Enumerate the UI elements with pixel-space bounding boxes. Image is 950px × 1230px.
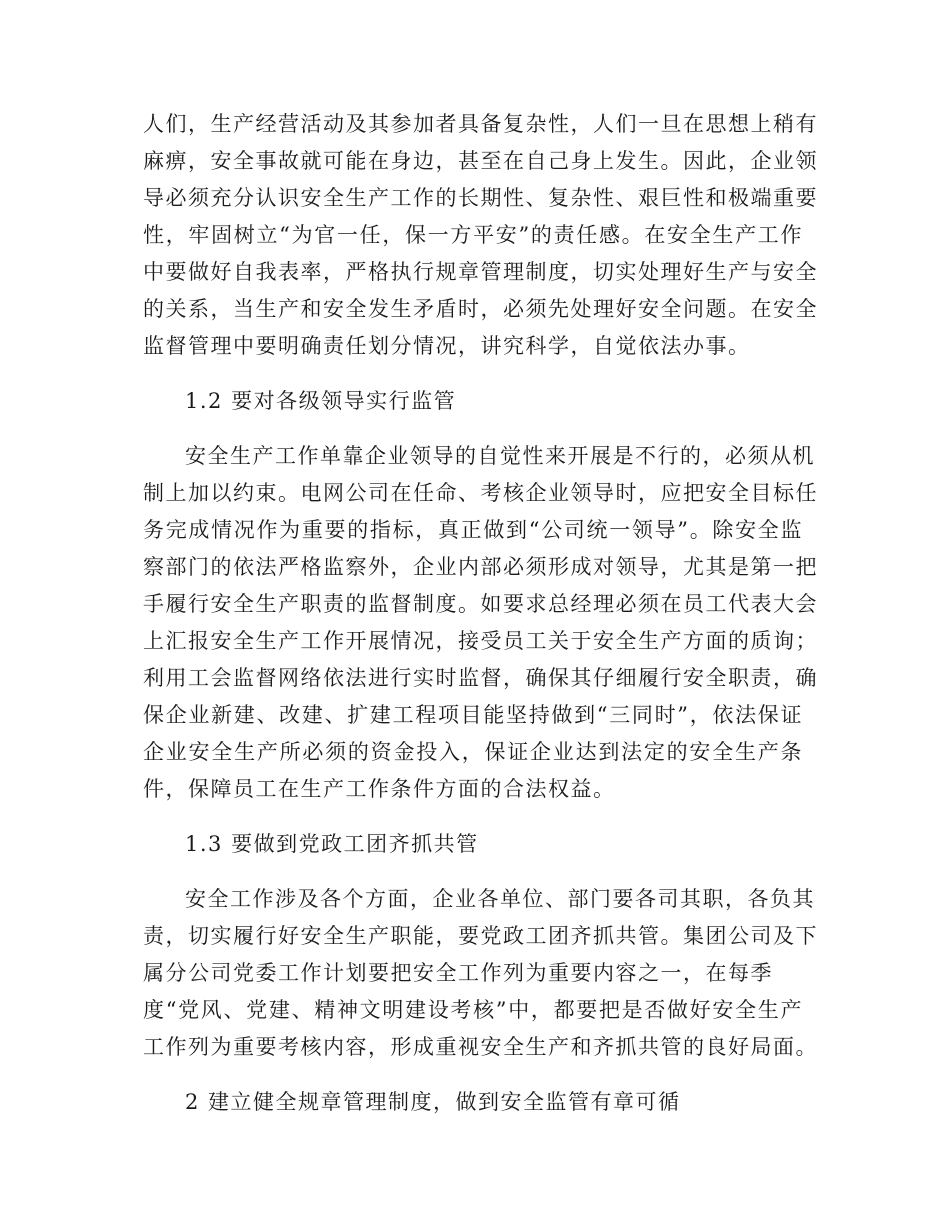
text-line: 上汇报安全生产工作开展情况，接受员工关于安全生产方面的质询； [143,629,818,653]
text-line: 的关系，当生产和安全发生矛盾时，必须先处理好安全问题。在安全 [143,297,818,321]
text-line: 责，切实履行好安全生产职能，要党政工团齐抓共管。集团公司及下 [143,924,818,948]
text-line: 企业安全生产所必须的资金投入，保证企业达到法定的安全生产条 [143,740,803,764]
section-heading-1-3: 1.3 要做到党政工团齐抓共管 [185,832,479,856]
text-line: 制上加以约束。电网公司在任命、考核企业领导时，应把安全目标任 [143,481,818,505]
text-line: 工作列为重要考核内容，形成重视安全生产和齐抓共管的良好局面。 [143,1035,818,1059]
text-line: 度“党风、党建、精神文明建设考核”中，都要把是否做好安全生产 [143,998,803,1022]
section-heading-1-2: 1.2 要对各级领导实行监管 [185,389,457,413]
text-line: 件，保障员工在生产工作条件方面的合法权益。 [143,777,616,801]
text-line: 安全工作涉及各个方面，企业各单位、部门要各司其职，各负其 [185,887,815,911]
paragraph-joint-management [143,881,818,1066]
text-line: 麻痹，安全事故就可能在身边，甚至在自己身上发生。因此，企业领 [143,149,818,173]
text-line: 中要做好自我表率，严格执行规章管理制度，切实处理好生产与安全 [143,260,818,284]
text-line: 察部门的依法严格监察外，企业内部必须形成对领导，尤其是第一把 [143,555,818,579]
text-line: 性，牢固树立“为官一任，保一方平安”的责任感。在安全生产工作 [143,223,803,247]
text-line: 属分公司党委工作计划要把安全工作列为重要内容之一，在每季 [143,961,773,985]
text-line: 利用工会监督网络依法进行实时监督，确保其仔细履行安全职责，确 [143,666,818,690]
document-body [143,106,818,1121]
text-line: 保企业新建、改建、扩建工程项目能坚持做到“三同时”，依法保证 [143,703,803,727]
text-line: 人们，生产经营活动及其参加者具备复杂性，人们一旦在思想上稍有 [143,112,818,136]
paragraph-leadership-responsibility [143,106,818,365]
section-heading-2: 2 建立健全规章管理制度，做到安全监管有章可循 [185,1090,681,1114]
paragraph-leader-supervision [143,438,818,808]
text-line: 导必须充分认识安全生产工作的长期性、复杂性、艰巨性和极端重要 [143,186,818,210]
text-line: 安全生产工作单靠企业领导的自觉性来开展是不行的，必须从机 [185,444,815,468]
text-line: 务完成情况作为重要的指标，真正做到“公司统一领导”。除安全监 [143,518,803,542]
text-line: 手履行安全生产职责的监督制度。如要求总经理必须在员工代表大会 [143,592,818,616]
text-line: 监督管理中要明确责任划分情况，讲究科学，自觉依法办事。 [143,334,751,358]
